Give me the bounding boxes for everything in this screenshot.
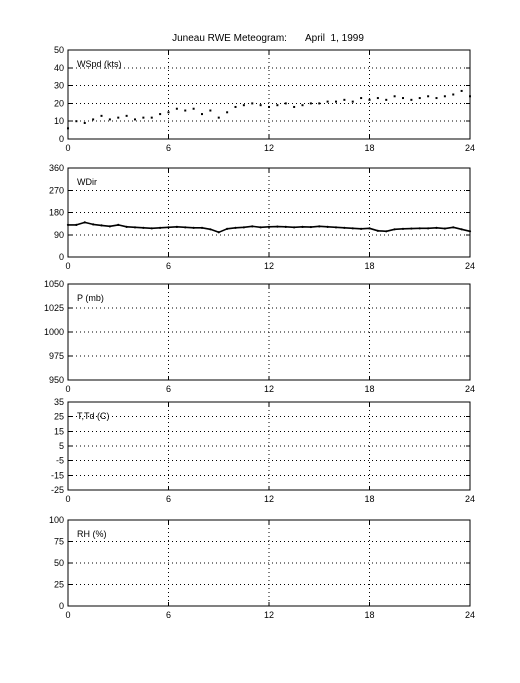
x-tick-label: 6 bbox=[165, 494, 172, 504]
data-point bbox=[260, 226, 262, 228]
data-point bbox=[369, 99, 371, 101]
x-tick-label: 0 bbox=[65, 384, 71, 394]
panel-3 bbox=[44, 279, 475, 394]
x-tick-label: 24 bbox=[464, 384, 476, 394]
data-point bbox=[268, 106, 270, 108]
x-tick-label: 12 bbox=[263, 261, 275, 271]
data-point bbox=[218, 231, 220, 233]
data-point bbox=[67, 127, 69, 129]
data-point bbox=[402, 97, 404, 99]
y-tick-label: 0 bbox=[58, 252, 64, 262]
data-point bbox=[126, 115, 128, 117]
chart-title-date: April 1, 1999 bbox=[304, 33, 364, 44]
data-point bbox=[394, 95, 396, 97]
x-tick-label: 18 bbox=[364, 143, 375, 153]
data-point bbox=[469, 95, 471, 97]
x-tick-label: 0 bbox=[65, 494, 71, 504]
data-point bbox=[461, 90, 463, 92]
data-point bbox=[402, 228, 404, 230]
y-tick-label: -5 bbox=[55, 455, 64, 466]
data-point bbox=[167, 226, 169, 228]
x-tick-label: 24 bbox=[464, 261, 476, 271]
y-tick-label: -15 bbox=[50, 470, 64, 481]
data-point bbox=[343, 227, 345, 229]
data-point bbox=[100, 224, 102, 226]
data-point bbox=[159, 113, 161, 115]
data-point bbox=[218, 117, 220, 119]
y-tick-label: -25 bbox=[50, 485, 64, 495]
x-tick-label: 6 bbox=[165, 143, 172, 153]
y-tick-label: 10 bbox=[53, 116, 64, 127]
panel-label: RH (%) bbox=[77, 529, 107, 539]
y-tick-label: 50 bbox=[53, 45, 64, 55]
y-tick-label: 25 bbox=[53, 579, 64, 590]
data-point bbox=[427, 95, 429, 97]
data-point bbox=[234, 227, 236, 229]
data-point bbox=[109, 118, 111, 120]
data-point bbox=[335, 226, 337, 228]
y-tick-label: 25 bbox=[53, 411, 64, 422]
data-point bbox=[176, 108, 178, 110]
y-tick-label: 20 bbox=[53, 98, 64, 109]
panel-2 bbox=[49, 163, 475, 271]
y-tick-label: 360 bbox=[48, 163, 64, 173]
data-point bbox=[268, 226, 270, 228]
data-point bbox=[184, 226, 186, 228]
data-point bbox=[243, 104, 245, 106]
data-point bbox=[360, 97, 362, 99]
data-point bbox=[435, 227, 437, 229]
data-point bbox=[134, 118, 136, 120]
data-point bbox=[75, 224, 77, 226]
data-point bbox=[368, 227, 370, 229]
x-tick-label: 12 bbox=[263, 610, 275, 620]
x-tick-label: 6 bbox=[165, 384, 172, 394]
data-point bbox=[209, 228, 211, 230]
data-point bbox=[251, 225, 253, 227]
data-point bbox=[235, 106, 237, 108]
data-point bbox=[251, 102, 253, 104]
x-tick-label: 18 bbox=[364, 610, 375, 620]
data-point bbox=[310, 226, 312, 228]
x-tick-label: 6 bbox=[165, 610, 172, 620]
data-point bbox=[444, 95, 446, 97]
data-point bbox=[201, 113, 203, 115]
data-point bbox=[352, 101, 354, 103]
data-point bbox=[385, 230, 387, 232]
x-tick-label: 6 bbox=[165, 261, 172, 271]
y-tick-label: 975 bbox=[48, 351, 64, 361]
data-point bbox=[427, 227, 429, 229]
data-point bbox=[84, 221, 86, 223]
data-point bbox=[302, 104, 304, 106]
y-tick-label: 50 bbox=[53, 558, 64, 568]
data-point bbox=[327, 101, 329, 103]
data-point bbox=[318, 102, 320, 104]
data-point bbox=[75, 120, 77, 122]
data-point bbox=[134, 226, 136, 228]
data-point bbox=[67, 224, 69, 226]
panel-4 bbox=[51, 397, 475, 504]
x-tick-label: 24 bbox=[464, 610, 476, 620]
y-tick-label: 5 bbox=[58, 441, 64, 451]
data-point bbox=[318, 225, 320, 227]
data-point bbox=[285, 226, 287, 228]
data-point bbox=[101, 115, 103, 117]
data-point bbox=[394, 228, 396, 230]
data-point bbox=[168, 111, 170, 113]
data-point bbox=[410, 99, 412, 101]
data-point bbox=[469, 230, 471, 232]
data-point bbox=[193, 227, 195, 229]
data-point bbox=[385, 99, 387, 101]
data-point bbox=[276, 225, 278, 227]
panel-1 bbox=[54, 45, 475, 153]
data-point bbox=[419, 227, 421, 229]
data-point bbox=[377, 97, 379, 99]
data-point bbox=[92, 118, 94, 120]
data-point bbox=[209, 110, 211, 112]
y-tick-label: 40 bbox=[53, 62, 64, 73]
y-tick-label: 950 bbox=[48, 375, 64, 385]
panel-label: WDir bbox=[77, 177, 97, 187]
data-point bbox=[184, 110, 186, 112]
data-point bbox=[360, 228, 362, 230]
data-point bbox=[117, 117, 119, 119]
data-point bbox=[142, 227, 144, 229]
data-point bbox=[343, 99, 345, 101]
x-tick-label: 0 bbox=[65, 143, 71, 153]
data-point bbox=[276, 104, 278, 106]
y-tick-label: 15 bbox=[53, 426, 64, 437]
x-tick-label: 24 bbox=[464, 494, 476, 504]
data-point bbox=[352, 227, 354, 229]
data-point bbox=[377, 230, 379, 232]
x-tick-label: 12 bbox=[263, 384, 275, 394]
data-point bbox=[419, 97, 421, 99]
data-point bbox=[436, 97, 438, 99]
data-point bbox=[226, 228, 228, 230]
y-tick-label: 0 bbox=[58, 134, 64, 144]
data-point bbox=[410, 227, 412, 229]
data-point bbox=[293, 226, 295, 228]
data-point bbox=[327, 226, 329, 228]
y-tick-label: 1000 bbox=[43, 327, 64, 337]
x-tick-label: 24 bbox=[464, 143, 476, 153]
x-tick-label: 18 bbox=[364, 494, 375, 504]
panel-label: WSpd (kts) bbox=[77, 59, 122, 69]
data-point bbox=[452, 94, 454, 96]
y-tick-label: 1050 bbox=[43, 279, 64, 289]
data-point bbox=[243, 226, 245, 228]
panel-5 bbox=[49, 515, 475, 620]
data-point bbox=[92, 223, 94, 225]
data-point bbox=[109, 225, 111, 227]
y-tick-label: 90 bbox=[53, 229, 64, 240]
y-tick-label: 180 bbox=[48, 207, 64, 218]
data-point bbox=[444, 227, 446, 229]
y-tick-label: 100 bbox=[48, 515, 64, 525]
data-point bbox=[84, 122, 86, 124]
x-tick-label: 18 bbox=[364, 261, 375, 271]
data-point bbox=[142, 117, 144, 119]
y-tick-label: 270 bbox=[48, 185, 64, 196]
y-tick-label: 30 bbox=[53, 80, 64, 91]
x-tick-label: 12 bbox=[263, 143, 275, 153]
data-point bbox=[285, 102, 287, 104]
panel-label: T,Td (C) bbox=[77, 411, 110, 421]
data-point bbox=[117, 224, 119, 226]
x-tick-label: 12 bbox=[263, 494, 275, 504]
data-point bbox=[452, 226, 454, 228]
data-point bbox=[260, 104, 262, 106]
data-point bbox=[151, 227, 153, 229]
y-tick-label: 1025 bbox=[43, 303, 64, 313]
x-tick-label: 0 bbox=[65, 610, 71, 620]
data-point bbox=[335, 101, 337, 103]
y-tick-label: 35 bbox=[53, 397, 64, 407]
data-point bbox=[226, 111, 228, 113]
x-tick-label: 0 bbox=[65, 261, 71, 271]
panel-label: P (mb) bbox=[77, 293, 104, 303]
chart-title-station: Juneau RWE Meteogram: bbox=[172, 33, 287, 44]
data-point bbox=[201, 227, 203, 229]
data-point bbox=[193, 108, 195, 110]
data-point bbox=[301, 226, 303, 228]
data-point bbox=[159, 227, 161, 229]
data-point bbox=[310, 102, 312, 104]
y-tick-label: 0 bbox=[58, 601, 64, 611]
data-point bbox=[126, 226, 128, 228]
data-point bbox=[293, 106, 295, 108]
data-point bbox=[176, 226, 178, 228]
y-tick-label: 75 bbox=[53, 536, 64, 547]
data-point bbox=[151, 117, 153, 119]
data-point bbox=[461, 228, 463, 230]
x-tick-label: 18 bbox=[364, 384, 375, 394]
